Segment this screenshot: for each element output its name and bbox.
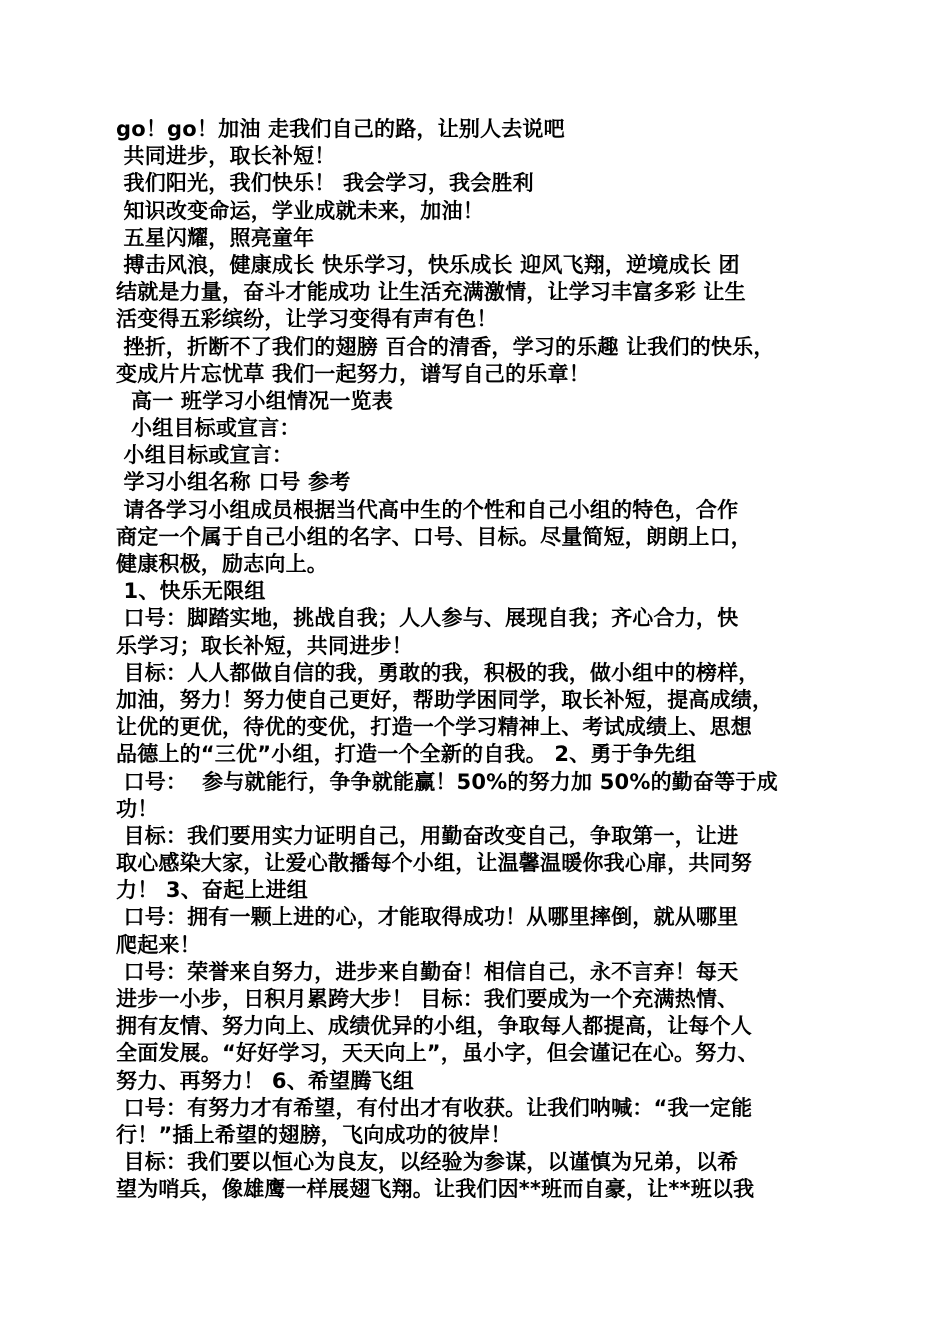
- text-line: 让优的更优，待优的变优，打造一个学习精神上、考试成绩上、思想: [116, 715, 752, 740]
- text-line: 口号：拥有一颗上进的心，才能取得成功！从哪里摔倒，就从哪里: [116, 905, 739, 930]
- text-line: 目标：我们要以恒心为良友，以经验为参谋，以谨慎为兄弟，以希: [116, 1150, 739, 1175]
- text-line: 搏击风浪，健康成长 快乐学习，快乐成长 迎风飞翔，逆境成长 团: [116, 252, 740, 277]
- text-line: 目标：人人都做自信的我，勇敢的我，积极的我，做小组中的榜样，: [116, 660, 760, 685]
- text-line: 活变得五彩缤纷，让学习变得有声有色！: [116, 307, 498, 332]
- text-line: 结就是力量，奋斗才能成功 让生活充满激情，让学习丰富多彩 让生: [116, 280, 746, 305]
- text-line: 全面发展。“好好学习，天天向上”，虽小字，但会谨记在心。努力、: [116, 1041, 759, 1066]
- text-line: 力！ 3、奋起上进组: [116, 878, 308, 903]
- text-line: go！go！加油 走我们自己的路，让别人去说吧: [116, 117, 565, 141]
- text-line: 学习小组名称 口号 参考: [116, 470, 351, 495]
- text-line: 行！”插上希望的翅膀，飞向成功的彼岸！: [116, 1122, 512, 1147]
- text-line: 口号： 参与就能行，争争就能赢！50%的努力加 50%的勤奋等于成: [116, 769, 778, 794]
- text-line: 功！: [116, 796, 159, 821]
- text-line: 知识改变命运，学业成就未来，加油！: [116, 198, 484, 223]
- text-line: 努力、再努力！ 6、希望腾飞组: [116, 1068, 414, 1093]
- text-line: 口号：荣誉来自努力，进步来自勤奋！相信自己，永不言弃！每天: [116, 959, 739, 984]
- group-heading: 1、快乐无限组: [116, 579, 266, 604]
- text-line: 变成片片忘忧草 我们一起努力，谱写自己的乐章！: [116, 361, 590, 386]
- text-line: 挫折，折断不了我们的翅膀 百合的清香，学习的乐趣 让我们的快乐，: [116, 334, 775, 359]
- text-line: 商定一个属于自己小组的名字、口号、目标。尽量简短，朗朗上口，: [116, 524, 752, 549]
- text-line: 共同进步，取长补短！: [116, 144, 336, 169]
- text-line: 望为哨兵，像雄鹰一样展翅飞翔。让我们因**班而自豪，让**班以我: [116, 1177, 755, 1202]
- text-line: 健康积极，励志向上。: [116, 552, 328, 576]
- text-line: 目标：我们要用实力证明自己，用勤奋改变自己，争取第一，让进: [116, 823, 739, 848]
- table-title: 高一 班学习小组情况一览表: [116, 388, 393, 413]
- text-line: 进步一小步，日积月累跨大步！ 目标：我们要成为一个充满热情、: [116, 987, 739, 1011]
- text-line: 拥有友情、努力向上、成绩优异的小组，争取每人都提高，让每个人: [116, 1014, 752, 1039]
- text-line: 品德上的“三优”小组，打造一个全新的自我。 2、勇于争先组: [116, 742, 697, 767]
- text-line: 取心感染大家，让爱心散播每个小组，让温馨温暖你我心扉，共同努: [116, 851, 752, 876]
- text-line: 五星闪耀，照亮童年: [116, 225, 315, 250]
- text-line: 口号：脚踏实地，挑战自我；人人参与、展现自我；齐心合力，快: [116, 606, 739, 631]
- text-line: 口号：有努力才有希望，有付出才有收获。让我们呐喊：“我一定能: [116, 1095, 753, 1120]
- document-body: [116, 116, 848, 1204]
- text-line: 乐学习；取长补短，共同进步！: [116, 633, 413, 658]
- text-line: 爬起来！: [116, 932, 201, 957]
- text-line: 小组目标或宣言：: [116, 416, 301, 441]
- text-line: 我们阳光，我们快乐！ 我会学习，我会胜利: [116, 171, 534, 196]
- text-line: 小组目标或宣言：: [116, 443, 294, 468]
- text-line: 请各学习小组成员根据当代高中生的个性和自己小组的特色，合作: [116, 497, 739, 522]
- text-line: 加油，努力！努力使自己更好，帮助学困同学，取长补短，提高成绩，: [116, 687, 774, 712]
